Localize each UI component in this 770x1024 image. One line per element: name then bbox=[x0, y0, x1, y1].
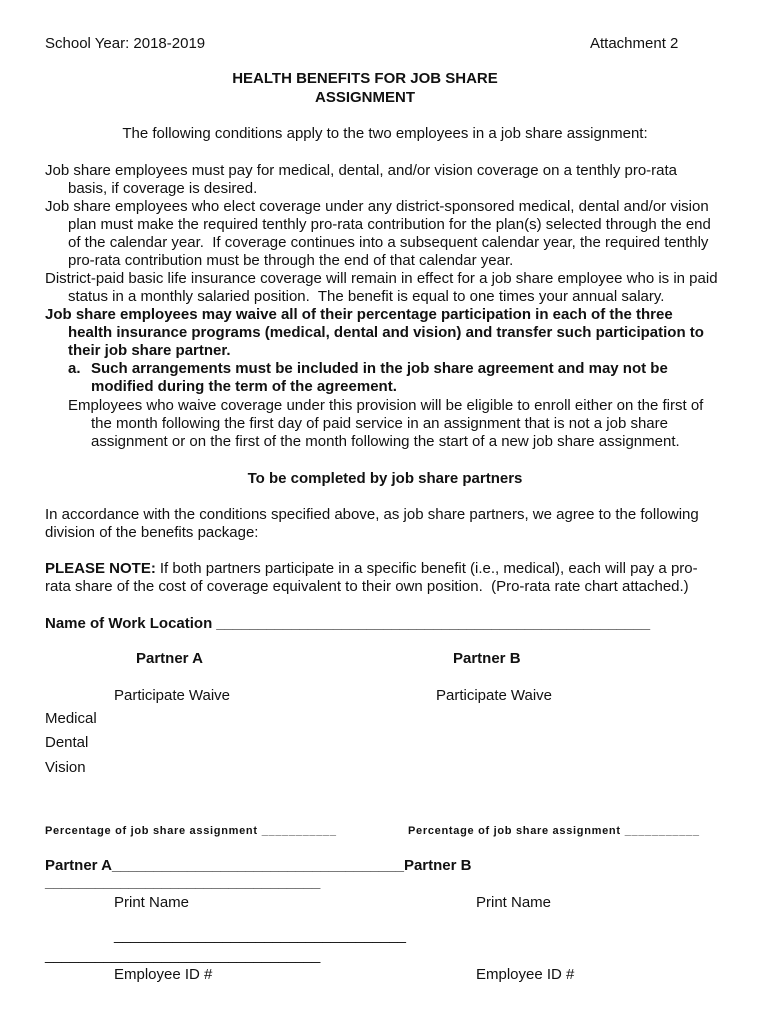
employee-id-blank-1: ___________________________________ bbox=[114, 927, 406, 944]
agreement-line-2: division of the benefits package: bbox=[45, 524, 259, 541]
partner-a-percentage-field bbox=[45, 824, 337, 838]
signature-partner-b-blank: _________________________________ bbox=[45, 874, 321, 891]
signature-partner-a-blank: ___________________________________ bbox=[111, 857, 404, 874]
condition-4-line-3: their job share partner. bbox=[68, 342, 231, 359]
partner-a-employee-id-label: Employee ID # bbox=[114, 966, 213, 983]
please-note-line-1 bbox=[45, 560, 698, 578]
employee-id-blank-2: _________________________________ bbox=[45, 947, 321, 964]
condition-2-line-3: of the calendar year. If coverage continues into a subsequent calendar year, the required tenthly bbox=[68, 234, 709, 251]
partner-b-heading: Partner B bbox=[453, 650, 521, 667]
sub-item-line-1: Such arrangements must be included in the job share agreement and may not be bbox=[91, 360, 668, 377]
partner-a-percentage-blank: ___________ bbox=[261, 825, 337, 837]
work-location-label: Name of Work Location bbox=[45, 615, 213, 632]
benefit-dental: Dental bbox=[45, 734, 89, 751]
please-note-label: PLEASE NOTE: bbox=[45, 560, 156, 577]
work-location-field bbox=[45, 615, 650, 633]
work-location-blank: ____________________________________________________ bbox=[216, 615, 651, 632]
condition-2-line-4: pro-rata contribution must be through the end of that calendar year. bbox=[68, 252, 514, 269]
condition-2-line-2: plan must make the required tenthly pro-rata contribution for the plan(s) selected through the end bbox=[68, 216, 711, 233]
followup-line-2: the month following the first day of paid service in an assignment that is not a job share bbox=[91, 415, 668, 432]
partner-b-column-headers bbox=[436, 687, 552, 705]
partner-b-employee-id-label: Employee ID # bbox=[476, 966, 575, 983]
please-note-text-1: If both partners participate in a specific benefit (i.e., medical), each will pay a pro- bbox=[159, 560, 698, 577]
partner-a-percentage-label: Percentage of job share assignment bbox=[45, 825, 258, 837]
partners-section-heading: To be completed by job share partners bbox=[247, 470, 523, 487]
partner-a-participate-header: Participate bbox=[114, 687, 185, 704]
sub-item-line-2: modified during the term of the agreement. bbox=[91, 378, 397, 395]
condition-3-line-2: status in a monthly salaried position. The benefit is equal to one times your annual salary. bbox=[68, 288, 665, 305]
partner-b-percentage-field bbox=[408, 824, 700, 838]
followup-line-1: Employees who waive coverage under this provision will be eligible to enroll either on the first of bbox=[68, 397, 704, 414]
partner-a-print-name-label: Print Name bbox=[114, 894, 190, 911]
benefit-vision: Vision bbox=[45, 759, 86, 776]
signature-partner-b-label: Partner B bbox=[403, 857, 472, 874]
partner-a-column-headers bbox=[114, 687, 230, 705]
condition-4-line-2: health insurance programs (medical, dental and vision) and transfer such participation to bbox=[68, 324, 704, 341]
partner-a-waive-header: Waive bbox=[188, 687, 230, 704]
partner-a-heading: Partner A bbox=[136, 650, 203, 667]
partner-b-waive-header: Waive bbox=[510, 687, 552, 704]
partner-b-print-name-label: Print Name bbox=[476, 894, 552, 911]
agreement-line-1: In accordance with the conditions specified above, as job share partners, we agree to the following bbox=[45, 506, 699, 523]
intro-text: The following conditions apply to the two employees in a job share assignment: bbox=[122, 125, 648, 142]
partner-b-participate-header: Participate bbox=[436, 687, 507, 704]
signature-line bbox=[45, 857, 471, 875]
school-year: School Year: 2018-2019 bbox=[45, 35, 206, 52]
condition-4-line-1: Job share employees may waive all of their percentage participation in each of the three bbox=[45, 306, 673, 323]
condition-3-line-1: District-paid basic life insurance coverage will remain in effect for a job share employee who is in paid bbox=[45, 270, 718, 287]
signature-partner-a-label: Partner A bbox=[45, 857, 112, 874]
document-title-line-2: ASSIGNMENT bbox=[314, 89, 415, 106]
partner-b-percentage-label: Percentage of job share assignment bbox=[408, 825, 621, 837]
partner-b-percentage-blank: ___________ bbox=[624, 825, 700, 837]
document-title-line-1: HEALTH BENEFITS FOR JOB SHARE bbox=[232, 70, 498, 87]
condition-1-line-1: Job share employees must pay for medical, dental, and/or vision coverage on a tenthly pro-rata bbox=[45, 162, 678, 179]
condition-1-line-2: basis, if coverage is desired. bbox=[68, 180, 258, 197]
attachment-number: Attachment 2 bbox=[590, 35, 679, 52]
sub-item-marker: a. bbox=[68, 360, 81, 377]
followup-line-3: assignment or on the first of the month following the start of a new job share assignment. bbox=[91, 433, 680, 450]
please-note-text-2: rata share of the cost of coverage equivalent to their own position. (Pro-rata rate chart attached.) bbox=[45, 578, 689, 595]
condition-2-line-1: Job share employees who elect coverage under any district-sponsored medical, dental and/or vision bbox=[45, 198, 709, 215]
benefit-medical: Medical bbox=[45, 710, 97, 727]
